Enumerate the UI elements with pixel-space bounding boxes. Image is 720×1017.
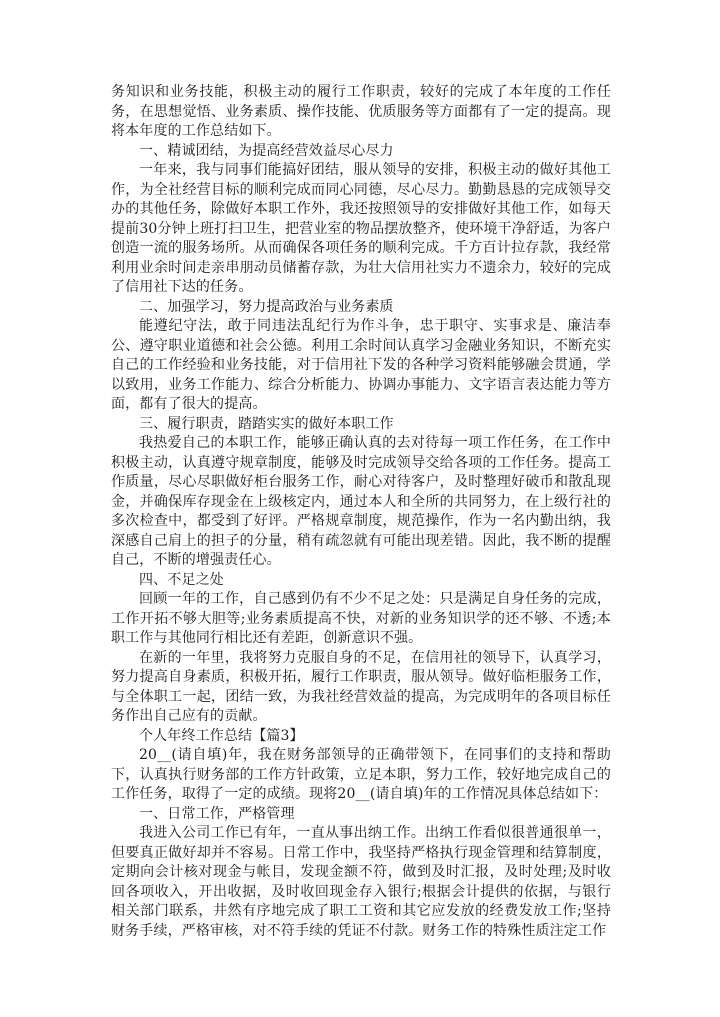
section-heading-daily-work: 一、日常工作，严格管理 (139, 805, 295, 822)
paragraph-intro: 务知识和业务技能，积极主动的履行工作职责，较好的完成了本年度的工作任务，在思想觉悟、业务素质、操作技能、优质服务等方面都有了一定的提高。现将本年度的工作总结如下。 (111, 84, 611, 139)
paragraph-cashier-work: 我进入公司工作已有年，一直从事出纳工作。出纳工作看似很普通很单一，但要真正做好却并不容易。日常工作中，我坚持严格执行现金管理和结算制度，定期向会计核对现金与帐目，发现金额不符，做到及时汇报，及时处理;及时收回各项收入，开出收据，及时收回现金存入银行;根据会计提供的依据，与银行相关部门联系，井然有序地完成了职工工资和其它应发放的经费发放工作;坚持财务手续，严格审核，对不符手续的凭证不付款。财务工作的特殊性质注定工作 (111, 825, 611, 939)
document-page (111, 83, 611, 941)
section-heading-4: 四、不足之处 (139, 571, 224, 588)
article-title-part3: 个人年终工作总结【篇3】 (139, 727, 304, 744)
paragraph-part3-intro: 20__(请自填)年，我在财务部领导的正确带领下，在同事们的支持和帮助下，认真执行财务部的工作方针政策，立足本职，努力工作，较好地完成自己的工作任务，取得了一定的成绩。现将20__(请自填)年的工作情况具体总结如下： (111, 747, 611, 802)
section-heading-3: 三、履行职责，踏踏实实的做好本职工作 (139, 415, 394, 432)
paragraph-unity: 一年来，我与同事们能搞好团结，服从领导的安排，积极主动的做好其他工作，为全社经营目标的顺利完成而同心同德，尽心尽力。勤勤恳恳的完成领导交办的其他任务，除做好本职工作外，我还按照领导的安排做好其他工作，如每天提前30分钟上班打扫卫生，把营业室的物品摆放整齐，使环境干净舒适，为客户创造一流的服务场所。从而确保各项任务的顺利完成。千方百计拉存款，我经常利用业余时间走亲串朋动员储蓄存款，为壮大信用社实力不遗余力，较好的完成了信用社下达的任务。 (111, 162, 611, 295)
paragraph-study: 能遵纪守法，敢于同违法乱纪行为作斗争，忠于职守、实事求是、廉洁奉公、遵守职业道德和社会公德。利用工余时间认真学习金融业务知识，不断充实自己的工作经验和业务技能，对于信用社下发的各种学习资料能够融会贯通，学以致用，业务工作能力、综合分析能力、协调办事能力、文字语言表达能力等方面，都有了很大的提高。 (111, 318, 611, 412)
paragraph-next-year: 在新的一年里，我将努力克服自身的不足，在信用社的领导下，认真学习，努力提高自身素质，积极开拓，履行工作职责，服从领导。做好临柜服务工作，与全体职工一起，团结一致，为我社经营效益的提高，为完成明年的各项目标任务作出自己应有的贡献。 (111, 649, 611, 724)
paragraph-shortcomings: 回顾一年的工作，自己感到仍有不少不足之处：只是满足自身任务的完成，工作开拓不够大胆等;业务素质提高不快，对新的业务知识学的还不够、不透;本职工作与其他同行相比还有差距，创新意识不强。 (111, 591, 611, 646)
paragraph-duties: 我热爱自己的本职工作，能够正确认真的去对待每一项工作任务，在工作中积极主动，认真遵守规章制度，能够及时完成领导交给各项的工作任务。提高工作质量，尽心尽职做好柜台服务工作，耐心对待客户，及时整理好破币和散乱现金，并确保库存现金在上级核定内，通过本人和全所的共同努力，在上级行社的多次检查中，都受到了好评。严格规章制度，规范操作，作为一名内勤出纳，我深感自己肩上的担子的分量，稍有疏忽就有可能出现差错。因此，我不断的提醒自己，不断的增强责任心。 (111, 435, 611, 568)
section-heading-2: 二、加强学习，努力提高政治与业务素质 (139, 298, 394, 315)
section-heading-1: 一、精诚团结，为提高经营效益尽心尽力 (139, 142, 394, 159)
